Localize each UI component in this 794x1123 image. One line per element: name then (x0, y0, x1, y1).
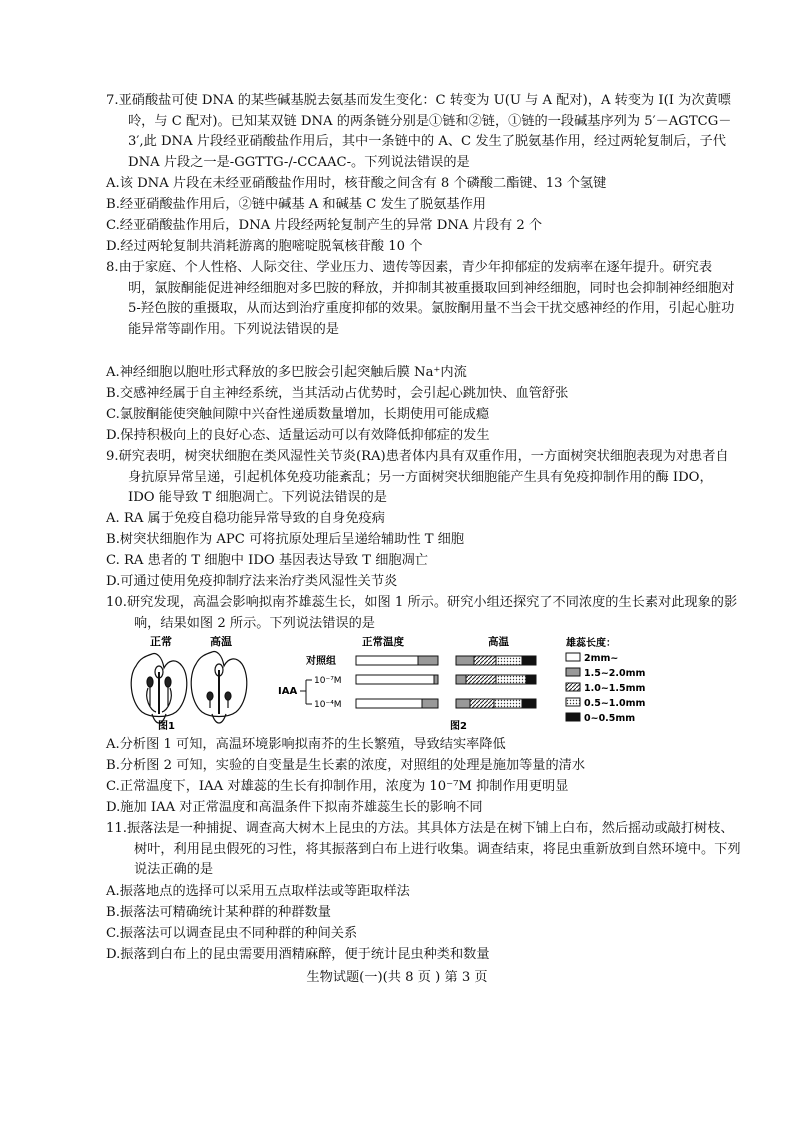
bar-normal-c2-seg1 (356, 699, 422, 708)
question-9-stem: 9.研究表明，树突状细胞在类风湿性关节炎(RA)患者体内具有双重作用，一方面树突状细胞表现为对患者自身抗原异常呈递，引起机体免疫功能紊乱；另一方面树突状细胞能产生具有免疫抑制作用的酶 IDO，IDO 能导致 T 细胞凋亡。下列说法错误的是 (106, 449, 729, 506)
question-8-option-b: B.交感神经属于自主神经系统，当其活动占优势时，会引起心跳加快、血管舒张 (106, 386, 569, 401)
legend-swatch-2 (566, 668, 580, 676)
question-8-option-d: D.保持积极向上的良好心态、适量运动可以有效降低抑郁症的发生 (106, 428, 490, 443)
question-11-option-b: B.振落法可精确统计某种群的种群数量 (106, 905, 331, 920)
legend-label-3: 1.0~1.5mm (584, 683, 646, 694)
fig2-brace (300, 680, 312, 704)
bar-high-c1-seg3 (496, 675, 526, 684)
question-10-option-b: B.分析图 2 可知，实验的自变量是生长素的浓度，对照组的处理是施加等量的清水 (106, 758, 586, 773)
question-10-option-c: C.正常温度下，IAA 对雄蕊的生长有抑制作用，浓度为 10⁻⁷M 抑制作用更明显 (106, 779, 569, 794)
legend-label-5: 0~0.5mm (584, 713, 636, 724)
page-footer: 生物试题(一)(共 8 页 ) 第 3 页 (306, 970, 488, 985)
question-8-stem: 8.由于家庭、个人性格、人际交往、学业压力、遗传等因素，青少年抑郁症的发病率在逐年提升。研究表明，氯胺酮能促进神经细胞对多巴胺的释放，并抑制其被重摄取回到神经细胞，同时也会抑制神经细胞对 5-羟色胺的重摄取，从而达到治疗重度抑郁的效果。氯胺酮用量不当会干扰交感神经的作用，引起心脏功能异常等副作用。下列说法错误的是 (106, 260, 735, 337)
bar-normal-control-seg1 (356, 656, 418, 665)
bar-high-control-seg2 (474, 656, 496, 665)
question-7-option-c: C.经亚硝酸盐作用后，DNA 片段经两轮复制产生的异常 DNA 片段有 2 个 (106, 218, 543, 233)
question-8-option-a: A.神经细胞以胞吐形式释放的多巴胺会引起突触后膜 Na⁺内流 (106, 365, 467, 380)
question-11-option-d: D.振落到白布上的昆虫需要用酒精麻醉，便于统计昆虫种类和数量 (106, 947, 490, 962)
question-11-option-a: A.振落地点的选择可以采用五点取样法或等距取样法 (106, 884, 410, 899)
question-7-option-b: B.经亚硝酸盐作用后，②链中碱基 A 和碱基 C 发生了脱氨基作用 (106, 197, 486, 212)
bar-high-c2-seg3 (494, 699, 522, 708)
question-8-option-c: C.氯胺酮能使突触间隙中兴奋性递质数量增加，长期使用可能成瘾 (106, 407, 490, 422)
bar-high-c2-seg1 (456, 699, 470, 708)
bar-normal-c2-seg2 (422, 699, 438, 708)
bar-high-control-seg1 (456, 656, 474, 665)
bar-high-control-seg3 (496, 656, 522, 665)
fig2-row-control: 对照组 (306, 656, 336, 667)
fig2-row-c1: 10⁻⁷M (314, 676, 342, 686)
legend-label-2: 1.5~2.0mm (584, 668, 646, 679)
legend-label-1: 2mm~ (584, 653, 619, 664)
question-7-option-d: D.经过两轮复制共消耗游离的胞嘧啶脱氧核苷酸 10 个 (106, 239, 423, 254)
fig2-col-high: 高温 (488, 636, 509, 648)
bar-normal-c1-seg1 (356, 675, 434, 684)
question-11-option-c: C.振落法可以调查昆虫不同种群的种间关系 (106, 926, 358, 941)
legend-swatch-4 (566, 698, 580, 706)
flower-high-temp-icon (191, 652, 247, 723)
fig2-caption: 图2 (450, 721, 467, 732)
bar-high-c1-seg2 (466, 675, 496, 684)
question-10-stem: 10.研究发现，高温会影响拟南芥雄蕊生长，如图 1 所示。研究小组还探究了不同浓度的生长素对此现象的影响，结果如图 2 所示。下列说法错误的是 (106, 595, 738, 631)
fig1-caption: 图1 (158, 721, 175, 732)
bar-high-c1-seg4 (526, 675, 536, 684)
bar-normal-control-seg2 (418, 656, 438, 665)
question-7-option-a: A.该 DNA 片段在未经亚硝酸盐作用时，核苷酸之间含有 8 个磷酸二酯键、13 个氢键 (106, 176, 607, 191)
fig2-row-c2: 10⁻⁴M (314, 700, 342, 710)
bar-high-c2-seg2 (470, 699, 494, 708)
fig2-row-iaa: IAA (278, 686, 298, 697)
fig1-label-high: 高温 (210, 636, 232, 648)
question-9-option-c: C. RA 患者的 T 细胞中 IDO 基因表达导致 T 细胞凋亡 (106, 553, 428, 568)
fig2-col-normal: 正常温度 (362, 636, 404, 648)
question-9-option-d: D.可通过使用免疫抑制疗法来治疗类风湿性关节炎 (106, 574, 398, 589)
legend-swatch-3 (566, 683, 580, 691)
legend-label-4: 0.5~1.0mm (584, 698, 646, 709)
question-11-stem: 11.振落法是一种捕捉、调查高大树木上昆虫的方法。其具体方法是在树下铺上白布，然后摇动或敲打树枝、树叶，利用昆虫假死的习性，将其振落到白布上进行收集。调查结束，将昆虫重新放到自然环境中。下列说法正确的是 (106, 821, 741, 878)
question-9-option-b: B.树突状细胞作为 APC 可将抗原处理后呈递给辅助性 T 细胞 (106, 532, 465, 547)
flower-normal-icon (131, 654, 187, 723)
legend-swatch-1 (566, 653, 580, 661)
bar-high-c1-seg1 (456, 675, 466, 684)
bar-normal-c1-seg2 (434, 675, 438, 684)
stamen-figure (128, 636, 708, 734)
question-7-stem: 7.亚硝酸盐可使 DNA 的某些碱基脱去氨基而发生变化：C 转变为 U(U 与 A 配对)，A 转变为 I(I 为次黄嘌呤，与 C 配对)。已知某双链 DNA 的两条链分别是①链和②链，①链的一段碱基序列为 5′－AGTCG－3′,此 DNA 片段经亚硝酸盐作用后，其中一条链中的 A、C 发生了脱氨基作用，经过两轮复制后，子代 DNA 片段之一是-GGTTG-/-CCAAC-。下列说法错误的是 (106, 93, 732, 170)
fig1-label-normal: 正常 (150, 636, 172, 648)
legend-title: 雄蕊长度： (566, 638, 616, 649)
bar-high-c2-seg4 (522, 699, 536, 708)
bar-high-control-seg4 (522, 656, 536, 665)
question-10-option-a: A.分析图 1 可知，高温环境影响拟南芥的生长繁殖，导致结实率降低 (106, 737, 506, 752)
question-9-option-a: A. RA 属于免疫自稳功能异常导致的自身免疫病 (106, 511, 385, 526)
question-10-option-d: D.施加 IAA 对正常温度和高温条件下拟南芥雄蕊生长的影响不同 (106, 800, 483, 815)
legend-swatch-5 (566, 713, 580, 721)
